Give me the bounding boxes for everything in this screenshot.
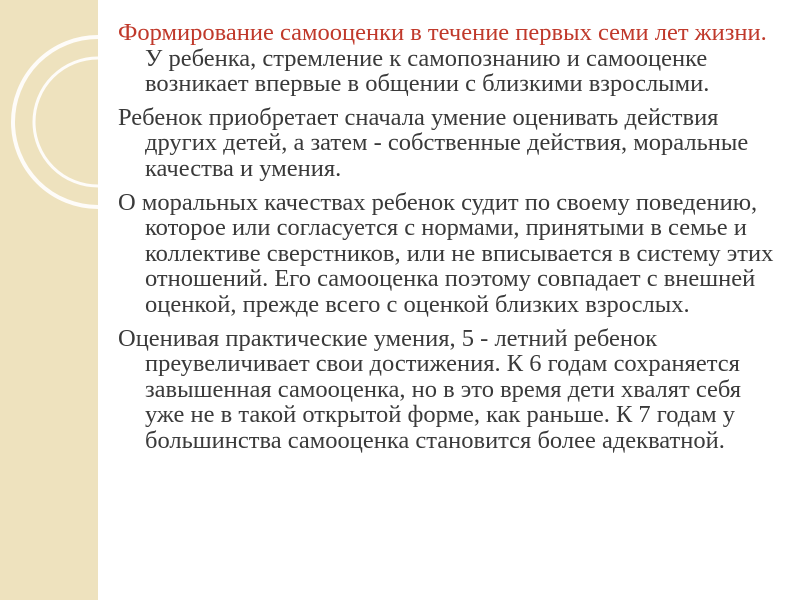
decorative-rings xyxy=(0,0,98,600)
decorative-side-band xyxy=(0,0,98,600)
paragraph-2: Ребенок приобретает сначала умение оценивать действия других детей, а затем - собственные действия, моральные качества и умения. xyxy=(118,103,749,182)
decorative-ring-inner xyxy=(34,58,98,186)
decorative-ring-outer xyxy=(13,37,98,207)
paragraph-1-text: У ребенка, стремление к самопознанию и самооценке возникает впервые в общении с близкими взрослыми. xyxy=(145,44,710,98)
paragraph-4: Оценивая практические умения, 5 - летний ребенок преувеличивает свои достижения. К 6 годам сохраняется завышенная самооценка, но в это время дети хвалят себя уже не в такой открытой форме, как раньше. К 7 годам у большинства самооценка становится более адекватной. xyxy=(118,324,742,454)
lead-heading: Формирование самооценки в течение первых семи лет жизни. xyxy=(118,19,767,46)
paragraph-1 xyxy=(118,20,778,97)
slide-text-body xyxy=(118,20,778,462)
paragraph-3: О моральных качествах ребенок судит по своему поведению, которое или согласуется с нормами, принятыми в семье и коллективе сверстников, или не вписывается в систему этих отношений. Его самооценка поэтому совпадает с внешней оценкой, прежде всего с оценкой близких взрослых. xyxy=(118,188,774,318)
